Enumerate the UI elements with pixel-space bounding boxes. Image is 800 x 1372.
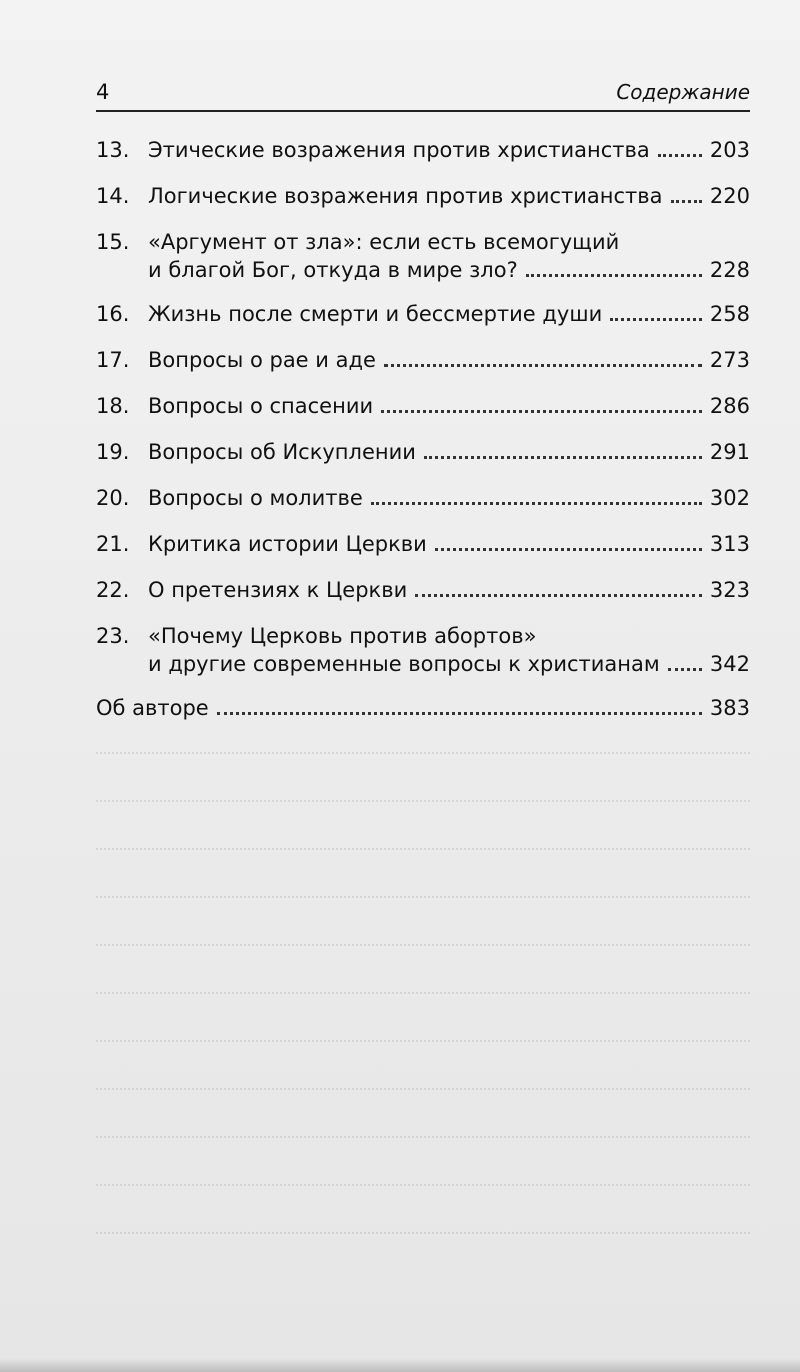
toc-entry-title-line: и благой Бог, откуда в мире зло? (148, 258, 518, 282)
toc-entry (96, 182, 750, 210)
toc-entry-title: Вопросы о рае и аде (148, 348, 376, 372)
page-edge-shadow (0, 1358, 800, 1372)
dot-leader (424, 455, 702, 459)
toc-entry-page: 203 (709, 138, 750, 162)
toc-entry-number: 19. (96, 440, 130, 464)
toc-entry-page: 286 (709, 394, 750, 418)
dot-leader (415, 593, 702, 597)
toc-entry (96, 228, 750, 284)
toc-entry-number: 21. (96, 532, 130, 556)
toc-entry-page: 273 (709, 348, 750, 372)
page-number: 4 (96, 80, 110, 104)
toc-entry-number: 18. (96, 394, 130, 418)
toc-entry-number: 17. (96, 348, 130, 372)
toc-entry-title: Этические возражения против христианства (148, 138, 650, 162)
toc-entry (96, 392, 750, 420)
toc-entry-title: О претензиях к Церкви (148, 578, 408, 602)
toc-entry (96, 346, 750, 374)
toc-entry-number: 23. (96, 624, 130, 648)
toc-entry-title-line: «Аргумент от зла»: если есть всемогущий (148, 230, 620, 254)
toc-entry-title: Жизнь после смерти и бессмертие души (148, 302, 603, 326)
dot-leader (384, 363, 702, 367)
show-through-texture (96, 740, 750, 1270)
page-header (96, 74, 750, 112)
toc-entry-number: 20. (96, 486, 130, 510)
toc-entry-page: 313 (709, 532, 750, 556)
toc-entry-title-line: «Почему Церковь против абортов» (148, 624, 537, 648)
dot-leader (610, 317, 702, 321)
dot-leader (526, 273, 702, 277)
dot-leader (381, 409, 702, 413)
toc-entry-number: 15. (96, 230, 130, 254)
dot-leader (658, 153, 702, 157)
toc-entry (96, 300, 750, 328)
dot-leader (371, 501, 702, 505)
toc-entry (96, 484, 750, 512)
dot-leader (671, 199, 702, 203)
toc-entry-page: 302 (709, 486, 750, 510)
toc-entry (96, 438, 750, 466)
toc-entry-page: 383 (709, 696, 750, 720)
toc-entry-number: 13. (96, 138, 130, 162)
toc-entry-page: 258 (709, 302, 750, 326)
dot-leader (435, 547, 702, 551)
toc-entry-title: Вопросы о спасении (148, 394, 374, 418)
dot-leader (668, 667, 702, 671)
toc-entry-number: 16. (96, 302, 130, 326)
toc-entry (96, 530, 750, 558)
toc-entry (96, 136, 750, 164)
toc-entry (96, 576, 750, 604)
toc-entry-page: 220 (709, 184, 750, 208)
toc-entry-title: Критика истории Церкви (148, 532, 427, 556)
toc-entry (96, 622, 750, 678)
running-title: Содержание (616, 80, 750, 104)
dot-leader (217, 711, 702, 715)
toc-entry-page: 291 (709, 440, 750, 464)
toc-entry-number: 22. (96, 578, 130, 602)
toc-entry-title: Вопросы об Искуплении (148, 440, 416, 464)
toc-entry-title: Логические возражения против христианства (148, 184, 663, 208)
toc-entry-page: 323 (709, 578, 750, 602)
toc-entry-title: Вопросы о молитве (148, 486, 363, 510)
toc-entry-title: Об авторе (96, 696, 209, 720)
toc-entry-number: 14. (96, 184, 130, 208)
table-of-contents (96, 136, 750, 740)
toc-entry-author (96, 694, 750, 722)
toc-entry-page: 228 (709, 258, 750, 282)
toc-entry-page: 342 (709, 652, 750, 676)
toc-entry-title-line: и другие современные вопросы к христианам (148, 652, 660, 676)
